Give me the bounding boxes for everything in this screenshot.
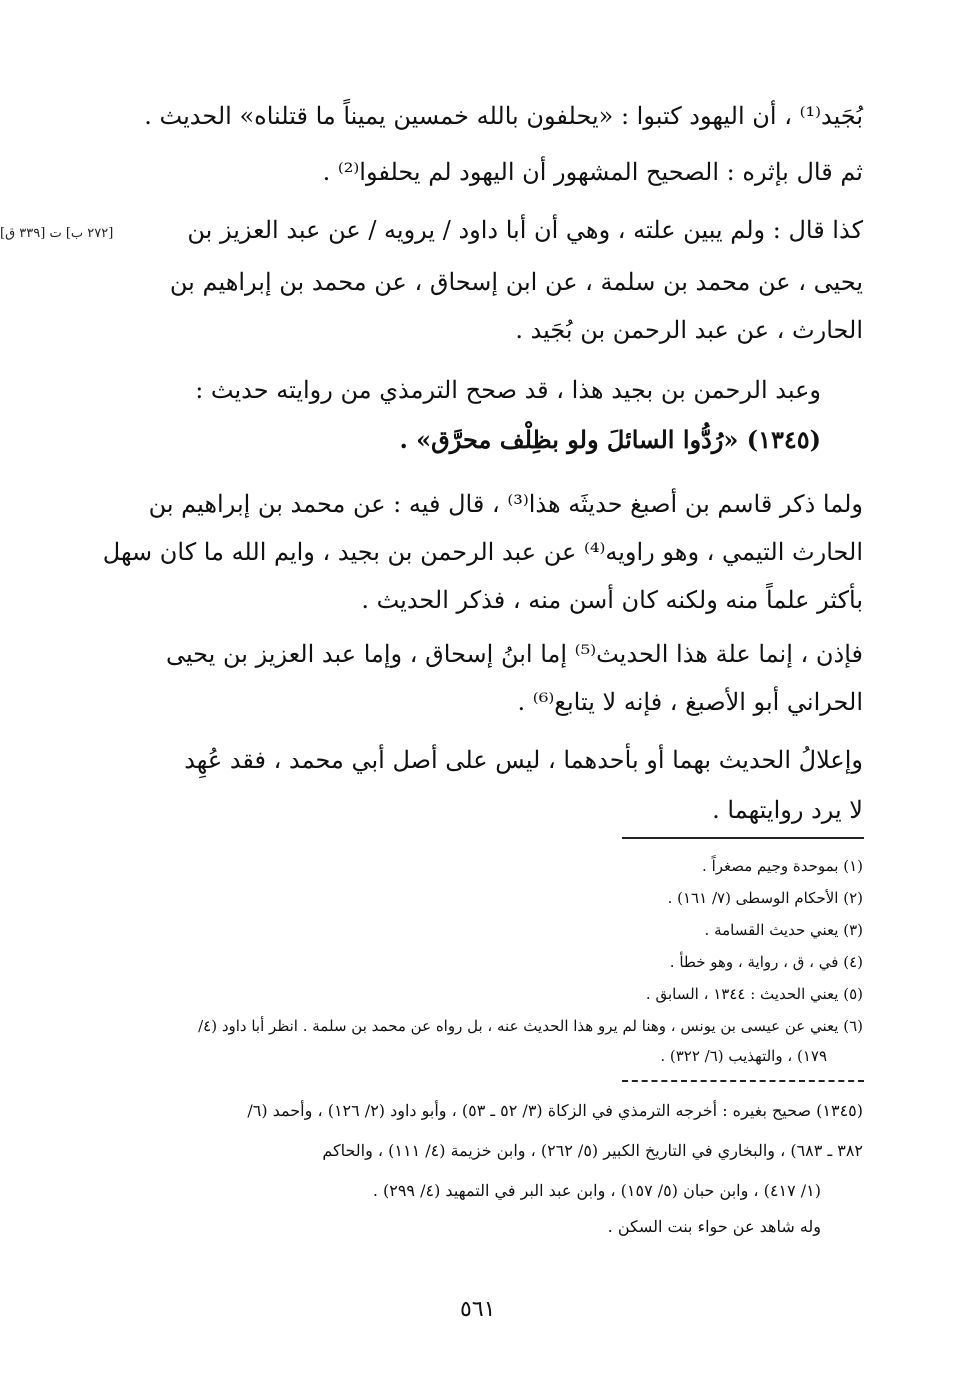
body-line-5: الحارث ، عن عبد الرحمن بن بُجَيد . [515, 316, 863, 344]
footnote-4: (٤) في ، ق ، رواية ، وهو خطأ . [669, 953, 863, 971]
body-line-14: لا يرد روايتهما . [712, 796, 863, 824]
takhrij-line-1: (١٣٤٥) صحيح بغيره : أخرجه الترمذي في الزكاة (٣/ ٥٢ ـ ٥٣) ، وأبو داود (٢/ ١٢٦) ، وأحمد (٦/ [247, 1101, 863, 1120]
body-line-9: الحارث التيمي ، وهو راويه⁽⁴⁾ عن عبد الرحمن بن بجيد ، وايم الله ما كان سهل [102, 538, 863, 566]
body-line-13: وإعلالُ الحديث بهما أو بأحدهما ، ليس على أصل أبي محمد ، فقد عُهِد [184, 746, 863, 774]
margin-note: [٢٧٢ ب] ت [٣٣٩ ق] [0, 226, 114, 241]
footnote-3: (٣) يعني حديث القسامة . [704, 921, 863, 939]
takhrij-line-4: وله شاهد عن حواء بنت السكن . [607, 1217, 821, 1236]
hadith-1345-text: (١٣٤٥) «رُدُّوا السائلَ ولو بظِلْف محرَّق» . [399, 425, 821, 454]
page-number: ٥٦١ [460, 1297, 496, 1322]
footnote-6-continued: ١٧٩) ، والتهذيب (٦/ ٣٢٢) . [660, 1047, 827, 1065]
takhrij-line-3: (١/ ٤١٧) ، وابن حبان (٥/ ١٥٧) ، وابن عبد البر في التمهيد (٤/ ٢٩٩) . [372, 1181, 821, 1200]
footnote-1: (١) بموحدة وجيم مصغراً . [702, 857, 863, 875]
body-line-6: وعبد الرحمن بن بجيد هذا ، قد صحح الترمذي من روايته حديث : [195, 376, 821, 404]
takhrij-separator [622, 1080, 864, 1082]
body-line-3: كذا قال : ولم يبين علته ، وهي أن أبا داود / يرويه / عن عبد العزيز بن [187, 216, 863, 244]
footnote-separator [622, 837, 864, 839]
body-line-1: بُجَيد⁽¹⁾ ، أن اليهود كتبوا : «يحلفون بالله خمسين يميناً ما قتلناه» الحديث . [144, 102, 863, 130]
body-line-12: الحراني أبو الأصبغ ، فإنه لا يتابع⁽⁶⁾ . [517, 688, 863, 716]
body-line-8: ولما ذكر قاسم بن أصبغ حديثَه هذا⁽³⁾ ، قال فيه : عن محمد بن إبراهيم بن [148, 490, 863, 518]
footnote-6: (٦) يعني عن عيسى بن يونس ، وهنا لم يرو هذا الحديث عنه ، بل رواه عن محمد بن سلمة . انظر أبا داود (٤/ [198, 1017, 863, 1035]
body-line-10: بأكثر علماً منه ولكنه كان أسن منه ، فذكر الحديث . [361, 586, 863, 614]
body-line-2: ثم قال بإثره : الصحيح المشهور أن اليهود لم يحلفوا⁽²⁾ . [322, 158, 863, 186]
body-line-11: فإذن ، إنما علة هذا الحديث⁽⁵⁾ إما ابنُ إسحاق ، وإما عبد العزيز بن يحيى [165, 640, 863, 668]
footnote-2: (٢) الأحكام الوسطى (٧/ ١٦١) . [667, 889, 863, 907]
body-line-4: يحيى ، عن محمد بن سلمة ، عن ابن إسحاق ، عن محمد بن إبراهيم بن [169, 268, 863, 296]
footnote-5: (٥) يعني الحديث : ١٣٤٤ ، السابق . [645, 985, 863, 1003]
takhrij-line-2: ٣٨٢ ـ ٦٨٣) ، والبخاري في التاريخ الكبير (٥/ ٢٦٢) ، وابن خزيمة (٤/ ١١١) ، والحاكم [322, 1141, 863, 1160]
